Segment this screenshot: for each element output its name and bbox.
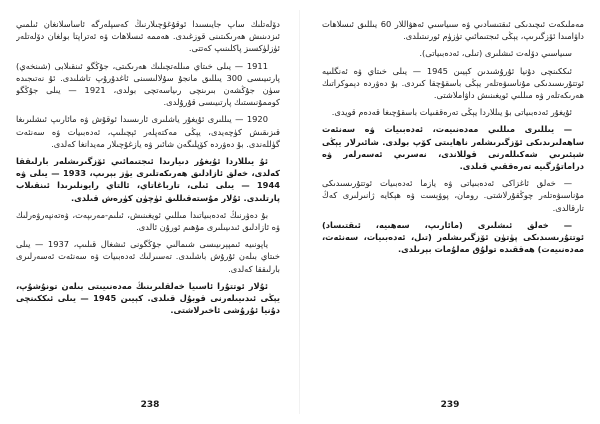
paragraph: — خەلق ئاغزاكى ئەدەبىياتى ۋە يازما ئەدەبىيات ئوتتۇرىسىدىكى مۇناسىۋەتلەر چوڭقۇرلاشتى. رومان، پوۋېست ۋە ھېكايە ژانىرلىرى كەڭ تارقالدى. (322, 178, 584, 213)
paragraph: — خەلق ئىشلىرى (مائارىپ، سەھىيە، ئىقتىساد) ئوتتۇرىسىدىكى پۈتۈن ئۆزگىرىشلەر (تىل، ئەدەبىيات، سەنئەت، مەدەنىيەت) ھەققىدە تولۇق مەلۇمات بېرىلدى. (322, 219, 584, 255)
left-page-text (16, 18, 280, 386)
paragraph: ئۇيغۇر ئەدەبىياتى بۇ يىللاردا يېڭى تەرەققىيات باسقۇچىغا قەدەم قويدى. (331, 107, 572, 118)
left-page-number: 238 (140, 400, 160, 410)
paragraph: — يىللىرى مىللىي مەدەنىيەت، ئەدەبىيات ۋە سەنئەت ساھەلىرىدىكى ئۆزگىرىشلەر ناھايىتى كۆپ بولدى. شائىرلار يېڭى شېئىرىي شەكىللەرنى قوللاندى، نەسرىي ئەسەرلەر ۋە دراماتۇرگىيە تەرەققىي قىلدى. (322, 124, 584, 172)
paragraph: ئۇلار ئوتتۇرا ئاسىيا خەلقلىرىنىڭ مەدەنىيىتى بىلەن تونۇشۇپ، يېڭى ئىدىيىلەرنى قوبۇل قىلدى. كېيىن 1945 — يىلى ئىككىنچى دۇنيا ئۇرۇشى ئاخىرلاشتى. (16, 280, 280, 316)
paragraph: ئىككىنچى دۇنيا ئۇرۇشىدىن كېيىن 1945 — يىلى خىتاي ۋە ئەنگلىيە ئوتتۇرىسىدىكى مۇناسىۋەتلەر يېڭى باسقۇچقا كىردى. بۇ دەۋردە دېموكراتىك ھەرىكەتلەر ۋە مىللىي ئويغىنىش داۋاملاشتى. (322, 65, 584, 101)
right-page-text (322, 18, 584, 386)
right-page-number: 239 (440, 400, 460, 410)
paragraph: سىياسىي دۆلەت ئىشلىرى (تىلى، ئەدەبىياتى). (419, 48, 572, 59)
paragraph: 1911 — يىلى خىتاي مىللەتچىلىك ھەرىكىتى، جۇڭگو ئىنقىلابى (شىنخەي) پارتىيىسى 300 يىللىق مانجۇ سۇلالىسىنى ئاغدۇرۇپ تاشلىدى. ئۇ نەتىجىدە سۈن جۇڭشەن بىرىنچى رىياسەتچى بولدى، 1921 — يىلى جۇڭگو كوممۇنىستىك پارتىيىسى قۇرۇلدى. (16, 60, 280, 108)
paragraph: ئۇ يىللاردا ئۇيغۇر دىيارىدا ئىجتىمائىي ئۆزگىرىشلەر بارلىققا كەلدى، خەلق ئازادلىق ھەرىكەتلىرى يۈز بېرىپ، 1933 — يىلى ۋە 1944 — يىلى ئىلى، تارباغاتاي، ئالتاي رايونلىرىدا ئىنقىلاب پارتلىدى. ئۇلار مۇستەقىللىق ئۈچۈن كۈرەش قىلدى. (16, 156, 280, 203)
paragraph: 1920 — يىللىرى ئۇيغۇر ياشلىرى ئارىسىدا ئوقۇش ۋە مائارىپ ئىشلىرىغا قىزىقىش كۈچەيدى، يېڭى مەكتەپلەر ئېچىلىپ، ئەدەبىيات ۋە سەنئەت گۈللەندى. بۇ دەۋردە كۆپلىگەن شائىر ۋە يازغۇچىلار مەيدانغا كەلدى. (16, 114, 280, 149)
paragraph: بۇ دەۋرنىڭ ئەدەبىياتىدا مىللىي ئويغىنىش، ئىلىم-مەرىپەت، ۋەتەنپەرۋەرلىك ۋە ئازادلىق ئىدىيىلىرى مۇھىم ئورۇن ئالدى. (16, 209, 280, 233)
right-page (300, 0, 600, 424)
paragraph: دۆلەتلىك ساپ جايىسىدا ئوقۇغۇچىلارنىڭ كەسپلەرگە ئاساسلانغان ئىلمىي ئىزدىنىش ھەرىكىتىنى قوزغىدى. ھەممە ئىسلاھات ۋە ئەتراپتا بولغان دۆلەتلەر ئۈزلۈكسىز پاكلىنىپ كەتتى. (16, 19, 280, 54)
paragraph: مەملىكەت ئىچىدىكى ئىقتىسادىي ۋە سىياسىي ئەھۋاللار 60 يىللىق ئىسلاھات داۋامىدا ئۆزگىرىپ، يېڭى ئىجتىمائىي تۈزۈم ئورنىتىلدى. (322, 19, 584, 42)
paragraph: ياپونىيە ئىمپېرىيىسى شىمالىي جۇڭگونى ئىشغال قىلىپ، 1937 — يىلى خىتاي بىلەن ئۇرۇش باشلىدى. تەسىرلىك ئەدەبىيات ۋە سەنئەت ئەسەرلىرى بارلىققا كەلدى. (16, 239, 280, 274)
